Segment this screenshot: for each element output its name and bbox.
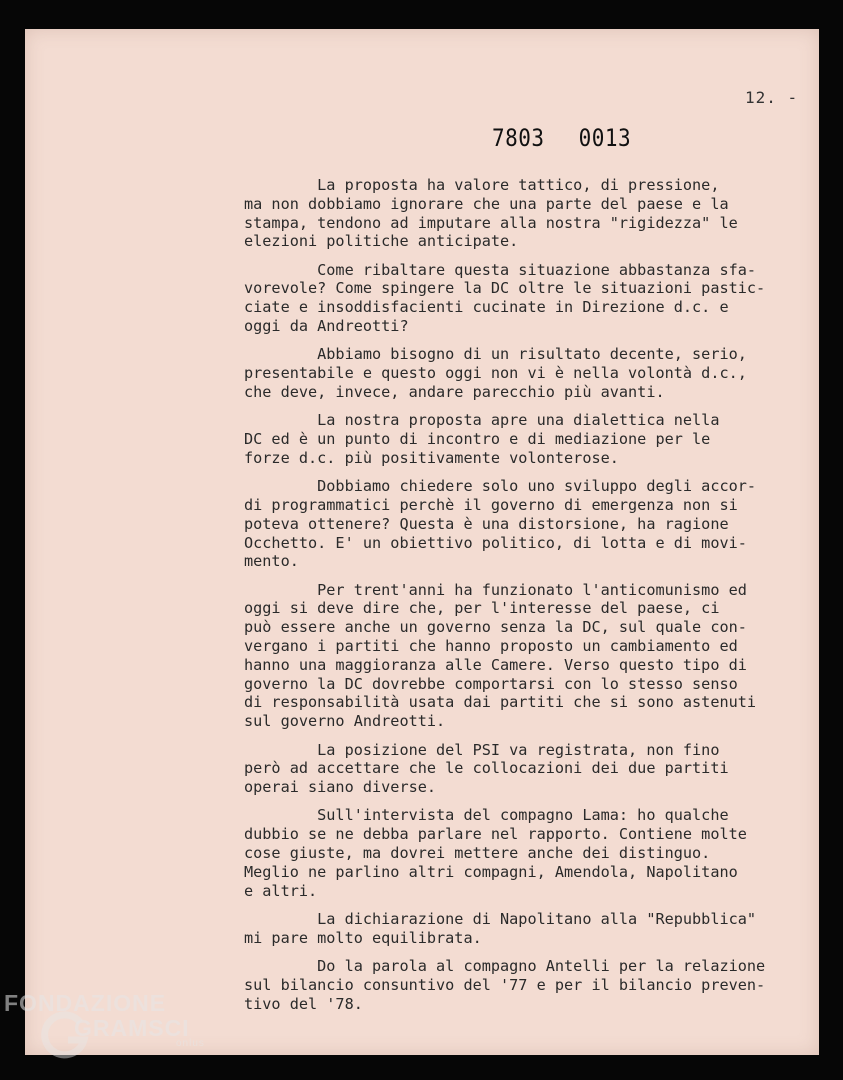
text-line: oggi si deve dire che, per l'interesse del paese, ci [244, 599, 720, 618]
text-line: cose giuste, ma dovrei mettere anche dei distinguo. [244, 844, 711, 862]
paragraph-4 [244, 411, 804, 467]
paragraph-5 [244, 477, 804, 571]
text-line: però ad accettare che le collocazioni dei due partiti [244, 759, 729, 778]
text-line: di programmatici perchè il governo di emergenza non si [244, 495, 738, 514]
page-number: 12. - [745, 88, 799, 107]
text-line: sul governo Andreotti. [244, 712, 446, 731]
text-line: Dobbiamo chiedere solo uno sviluppo degli accor- [244, 477, 757, 496]
document-body [244, 176, 804, 1023]
text-line: Per trent'anni ha funzionato l'anticomunismo ed [244, 580, 747, 599]
text-line: stampa, tendono ad imputare alla nostra "rigidezza" le [244, 213, 738, 232]
document-code-part-2: 0013 [578, 124, 632, 152]
text-line: ciate e insoddisfacienti cucinate in Direzione d.c. e [244, 298, 729, 317]
text-line: Come ribaltare questa situazione abbastanza sfa- [244, 260, 757, 279]
text-line: Occhetto. E' un obiettivo politico, di lotta e di movi- [244, 533, 747, 552]
text-line: tivo del '78. [244, 994, 363, 1013]
document-code-part-1: 7803 [492, 124, 545, 152]
text-line: forze d.c. più positivamente volonterose. [244, 448, 619, 467]
text-line: hanno una maggioranza alle Camere. Verso questo tipo di [244, 655, 747, 674]
paragraph-8 [244, 806, 804, 900]
paragraph-7 [244, 741, 804, 797]
text-line: ma non dobbiamo ignorare che una parte del paese e la [244, 194, 729, 213]
watermark-line-1: FONDAZIONE [4, 990, 167, 1016]
paragraph-1 [244, 176, 804, 251]
text-line: che deve, invece, andare parecchio più avanti. [244, 382, 665, 401]
paragraph-3 [244, 345, 804, 401]
paragraph-10 [244, 957, 804, 1013]
watermark-line-3: onlus [176, 1038, 205, 1049]
text-line: vergano i partiti che hanno proposto un cambiamento ed [244, 637, 738, 656]
text-line: La posizione del PSI va registrata, non fino [244, 740, 720, 759]
text-line: oggi da Andreotti? [244, 317, 409, 336]
text-line: vorevole? Come spingere la DC oltre le situazioni pastic- [244, 279, 766, 298]
watermark-line-2: GRAMSCI [74, 1015, 190, 1041]
text-line: governo la DC dovrebbe comportarsi con lo stesso senso [244, 674, 738, 693]
paragraph-9 [244, 910, 804, 948]
paragraph-6 [244, 581, 804, 731]
fondazione-gramsci-watermark [4, 990, 205, 1049]
document-code [492, 124, 631, 152]
text-line: Sull'intervista del compagno Lama: ho qualche [244, 806, 729, 825]
text-line: Meglio ne parlino altri compagni, Amendola, Napolitano [244, 862, 738, 881]
text-line: DC ed è un punto di incontro e di mediazione per le [244, 430, 711, 449]
text-line: dubbio se ne debba parlare nel rapporto. Contiene molte [244, 825, 747, 844]
text-line: La nostra proposta apre una dialettica nella [244, 411, 720, 430]
gramsci-logo-icon [40, 1010, 90, 1060]
text-line: e altri. [244, 881, 318, 900]
text-line: Abbiamo bisogno di un risultato decente, serio, [244, 345, 747, 364]
text-line: può essere anche un governo senza la DC, sul quale con- [244, 618, 747, 637]
text-line: Do la parola al compagno Antelli per la relazione [244, 956, 766, 975]
text-line: La proposta ha valore tattico, di pressione, [244, 176, 720, 194]
text-line: di responsabilità usata dai partiti che si sono astenuti [244, 693, 757, 712]
text-line: La dichiarazione di Napolitano alla "Repubblica" [244, 909, 757, 928]
text-line: mento. [244, 552, 299, 571]
text-line: poteva ottenere? Questa è una distorsione, ha ragione [244, 514, 729, 533]
paragraph-2 [244, 261, 804, 336]
text-line: elezioni politiche anticipate. [244, 232, 519, 251]
text-line: operai siano diverse. [244, 778, 437, 797]
text-line: sul bilancio consuntivo del '77 e per il bilancio preven- [244, 975, 766, 994]
text-line: mi pare molto equilibrata. [244, 928, 482, 947]
text-line: presentabile e questo oggi non vi è nella volontà d.c., [244, 364, 747, 383]
